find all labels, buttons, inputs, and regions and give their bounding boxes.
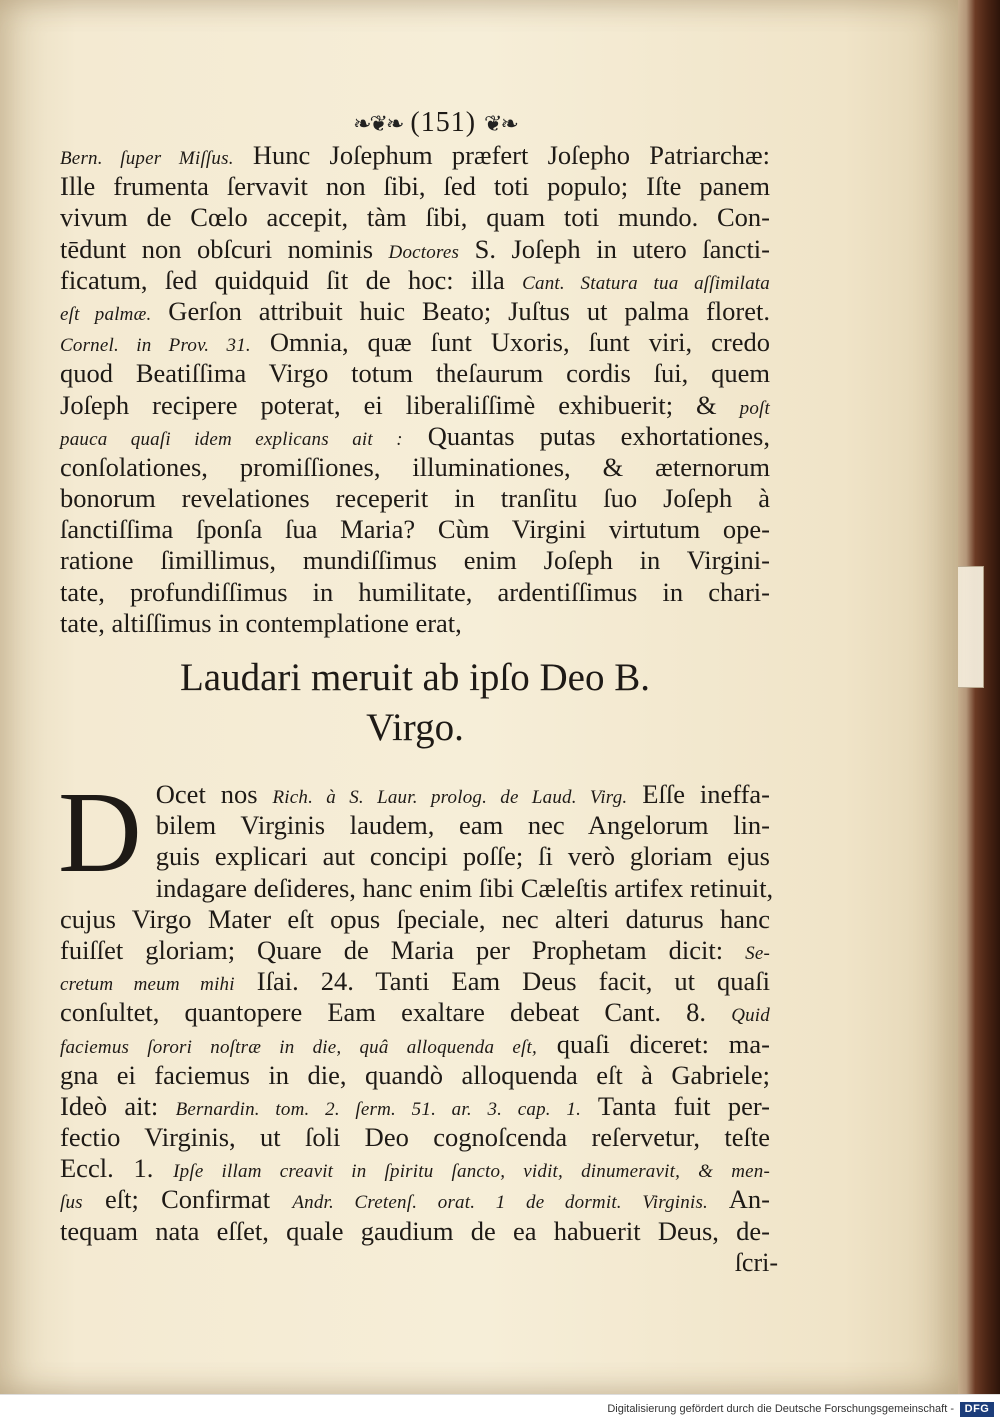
body-text: tate, profundiſſimus in humilitate, ardentiſſimus in chari-	[60, 576, 770, 607]
paragraph-2-line	[60, 1091, 770, 1122]
paragraph-1-line	[60, 265, 770, 296]
body-text: Gerſon attribuit huic Beato; Juſtus ut palma floret.	[151, 295, 770, 326]
body-text: Omnia, quæ ſunt Uxoris, ſunt viri, credo	[250, 327, 770, 358]
body-text: tate, altiſſimus in contemplatione erat,	[60, 607, 462, 638]
citation-text: Cornel. in Prov. 31.	[60, 335, 251, 357]
body-text: vivum de Cœlo accepit, tàm ſibi, quam toti mundo. Con-	[60, 202, 770, 233]
paragraph-2	[58, 769, 774, 1247]
body-text: tēdunt non obſcuri nominis	[60, 233, 389, 264]
paragraph-1-line	[60, 140, 770, 171]
section-heading	[60, 653, 770, 753]
page-number: (151)	[410, 107, 477, 138]
paragraph-2-line	[60, 966, 770, 997]
citation-text: eſt palmæ.	[60, 303, 152, 325]
paragraph-1-line	[60, 514, 770, 545]
body-text: Ocet nos	[155, 779, 273, 809]
citation-text: Se-	[745, 942, 770, 964]
body-text: quaſi diceret: ma-	[536, 1028, 771, 1059]
digitization-footer	[0, 1394, 1000, 1425]
paragraph-2-lines	[58, 769, 774, 1247]
body-text: Eccl. 1.	[60, 1153, 174, 1184]
paragraph-1-line	[60, 234, 770, 265]
body-text: fectio Virginis, ut ſoli Deo cognoſcenda reſervetur, teſte	[60, 1122, 770, 1153]
body-text: indagare deſideres, hanc enim ſibi Cæleſtis artifex retinuit,	[155, 872, 774, 903]
body-text: An-	[708, 1184, 770, 1215]
body-text: fuiſſet gloriam; Quare de Maria per Prophetam dicit:	[60, 934, 746, 965]
body-text: Ideò ait:	[60, 1090, 176, 1121]
paragraph-2-line	[60, 1029, 770, 1060]
citation-text: Andr. Cretenſ. orat. 1 de dormit. Virginis.	[292, 1192, 708, 1214]
citation-text: cretum meum mihi	[60, 974, 235, 996]
paragraph-2-line	[60, 1184, 770, 1215]
paragraph-2-line	[60, 1122, 770, 1153]
body-text: conſolationes, promiſſiones, illuminationes, & æternorum	[60, 451, 770, 482]
paragraph-2-line	[60, 779, 770, 810]
paragraph-1-line	[60, 296, 770, 327]
heading-line-2: Virgo.	[366, 706, 464, 749]
citation-text: Bern. ſuper Miſſus.	[60, 148, 234, 169]
paragraph-1-line	[60, 483, 770, 514]
paragraph-1-line	[60, 421, 770, 452]
citation-text: Bernardin. tom. 2. ſerm. 51. ar. 3. cap. 1.	[175, 1098, 582, 1120]
body-text: eſt; Confirmat	[82, 1184, 293, 1215]
body-text: Eſſe ineffa-	[627, 779, 770, 809]
citation-text: Doctores	[388, 241, 460, 263]
paragraph-2-line	[60, 1216, 770, 1247]
body-text: ficatum, ſed quidquid ſit de hoc: illa	[60, 264, 523, 295]
paragraph-1-line	[60, 577, 770, 608]
paragraph-1-line	[60, 327, 770, 358]
body-text: bonorum revelationes receperit in tranſitu ſuo Joſeph à	[60, 483, 770, 514]
body-text: ratione ſimillimus, mundiſſimus enim Joſeph in Virgini-	[60, 545, 770, 576]
paragraph-1-line	[60, 608, 770, 639]
body-text: gna ei faciemus in die, quandò alloquenda eſt à Gabriele;	[60, 1059, 770, 1090]
paragraph-1-line	[60, 545, 770, 576]
citation-text: pauca quaſi idem explicans ait :	[60, 428, 403, 450]
body-text: bilem Virginis laudem, eam nec Angelorum lin-	[155, 810, 770, 841]
paragraph-1-line	[60, 452, 770, 483]
citation-text: poſt	[739, 397, 770, 419]
paragraph-2-line	[60, 997, 770, 1028]
paragraph-2-line	[60, 1153, 770, 1184]
drop-cap-initial: D	[58, 769, 142, 897]
catchword: ſcri-	[734, 1247, 778, 1277]
paragraph-1-line	[60, 390, 770, 421]
footer-credit-text: Digitalisierung gefördert durch die Deutsche Forschungsgemeinschaft -	[607, 1403, 954, 1415]
paragraph-2-line	[60, 904, 770, 935]
body-text: Iſai. 24. Tanti Eam Deus facit, ut quaſi	[234, 966, 770, 997]
citation-text: Ipſe illam creavit in ſpiritu ſancto, vidit, dinumeravit, & men-	[173, 1161, 770, 1183]
citation-text: Rich. à S. Laur. prolog. de Laud. Virg.	[272, 787, 628, 808]
paragraph-1-line	[60, 202, 770, 233]
citation-text: Cant. Statura tua aſſimilata	[522, 272, 770, 294]
citation-text: faciemus ſorori noſtræ in die, quâ alloquenda eſt,	[60, 1036, 537, 1058]
paragraph-1-line	[60, 358, 770, 389]
citation-text: ſus	[60, 1192, 83, 1214]
body-text: quod Beatiſſima Virgo totum theſaurum cordis ſui, quem	[60, 358, 770, 389]
paragraph-2-line	[60, 1060, 770, 1091]
body-text: Ille frumenta ſervavit non ſibi, ſed toti populo; Iſte panem	[60, 171, 770, 202]
citation-text: Quid	[731, 1005, 770, 1027]
body-text: Quantas putas exhortationes,	[402, 420, 770, 451]
paragraph-2-line	[60, 810, 770, 841]
page-text-block	[58, 106, 778, 1278]
body-text: tequam nata eſſet, quale gaudium de ea habuerit Deus, de-	[60, 1215, 770, 1246]
dfg-logo: DFG	[960, 1402, 994, 1417]
body-text: S. Joſeph in utero ſancti-	[459, 233, 770, 264]
body-text: Hunc Joſephum præfert Joſepho Patriarchæ:	[233, 140, 770, 170]
paragraph-1-line	[60, 171, 770, 202]
paragraph-1	[60, 140, 770, 639]
page-header	[100, 106, 770, 140]
body-text: guis explicari aut concipi poſſe; ſi verò gloriam ejus	[155, 841, 770, 872]
body-text: Joſeph recipere poterat, ei liberaliſſimè exhibuerit; &	[60, 389, 740, 420]
paragraph-2-line	[60, 841, 770, 872]
body-text: Tanta fuit per-	[581, 1090, 770, 1121]
body-text: cujus Virgo Mater eſt opus ſpeciale, nec alteri daturus hanc	[60, 903, 770, 934]
paragraph-2-line	[60, 935, 770, 966]
heading-line-1: Laudari meruit ab ipſo Deo B.	[179, 656, 651, 699]
body-text: ſanctiſſima ſponſa ſua Maria? Cùm Virgini virtutum ope-	[60, 514, 770, 545]
header-ornament-right: ❦❧	[484, 111, 517, 136]
header-ornament-left: ❧❦❧	[353, 111, 403, 136]
body-text: conſultet, quantopere Eam exaltare debeat Cant. 8.	[60, 997, 732, 1028]
paragraph-2-line	[60, 872, 774, 904]
